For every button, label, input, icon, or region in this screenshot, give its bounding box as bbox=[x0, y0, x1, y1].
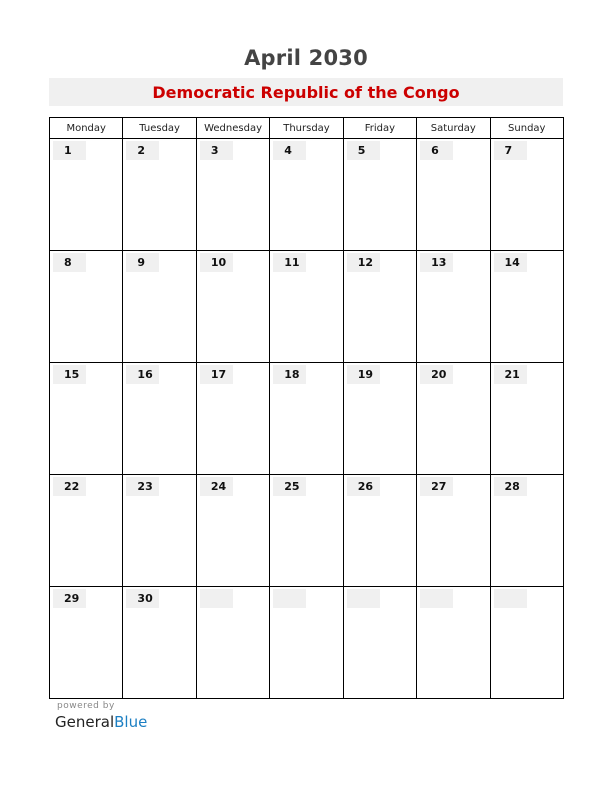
week-row bbox=[50, 475, 564, 587]
day-cell[interactable] bbox=[417, 587, 490, 699]
day-cell[interactable] bbox=[490, 475, 563, 587]
day-number-box bbox=[347, 253, 380, 272]
day-number: 13 bbox=[431, 256, 447, 269]
day-cell[interactable] bbox=[343, 363, 416, 475]
day-number: 19 bbox=[357, 368, 373, 381]
day-cell[interactable] bbox=[490, 363, 563, 475]
day-cell[interactable] bbox=[196, 475, 269, 587]
calendar-grid bbox=[49, 117, 564, 699]
weekday-monday: Monday bbox=[50, 118, 123, 139]
day-number: 12 bbox=[357, 256, 373, 269]
day-cell[interactable] bbox=[270, 587, 343, 699]
weekday-header-row bbox=[50, 118, 564, 139]
day-number: 20 bbox=[431, 368, 447, 381]
day-cell[interactable] bbox=[50, 363, 123, 475]
day-cell[interactable] bbox=[270, 139, 343, 251]
day-number: 11 bbox=[284, 256, 300, 269]
day-cell[interactable] bbox=[417, 475, 490, 587]
day-cell[interactable] bbox=[343, 475, 416, 587]
generalblue-logo[interactable] bbox=[55, 713, 147, 731]
day-number-box bbox=[347, 477, 380, 496]
day-number-box bbox=[126, 589, 159, 608]
day-number-box bbox=[200, 253, 233, 272]
day-number-box bbox=[126, 253, 159, 272]
day-number-box bbox=[53, 141, 86, 160]
day-number: 30 bbox=[137, 592, 153, 605]
day-number: 5 bbox=[357, 144, 366, 157]
day-number: 22 bbox=[64, 480, 80, 493]
day-cell[interactable] bbox=[123, 139, 196, 251]
day-cell[interactable] bbox=[270, 363, 343, 475]
day-number: 9 bbox=[137, 256, 146, 269]
day-number: 24 bbox=[210, 480, 227, 493]
day-number: 27 bbox=[431, 480, 447, 493]
day-cell[interactable] bbox=[123, 251, 196, 363]
week-row bbox=[50, 587, 564, 699]
day-number-box bbox=[494, 477, 527, 496]
day-cell[interactable] bbox=[196, 251, 269, 363]
day-cell[interactable] bbox=[50, 587, 123, 699]
day-number-box bbox=[273, 253, 306, 272]
day-number-box bbox=[53, 589, 86, 608]
day-number: 16 bbox=[137, 368, 153, 381]
day-cell[interactable] bbox=[123, 363, 196, 475]
brand-general: General bbox=[55, 713, 115, 731]
week-row bbox=[50, 251, 564, 363]
day-number: 10 bbox=[210, 256, 227, 269]
day-number: 6 bbox=[431, 144, 439, 157]
day-number-box bbox=[53, 253, 86, 272]
weekday-saturday: Saturday bbox=[417, 118, 490, 139]
day-cell[interactable] bbox=[490, 251, 563, 363]
weekday-friday: Friday bbox=[343, 118, 416, 139]
brand-blue: Blue bbox=[114, 713, 148, 731]
day-number-box bbox=[126, 477, 159, 496]
day-cell[interactable] bbox=[50, 139, 123, 251]
day-number: 14 bbox=[504, 256, 520, 269]
day-number: 29 bbox=[64, 592, 80, 605]
day-number: 25 bbox=[284, 480, 300, 493]
day-cell[interactable] bbox=[270, 475, 343, 587]
day-number: 23 bbox=[137, 480, 153, 493]
day-number-box bbox=[126, 141, 159, 160]
weekday-thursday: Thursday bbox=[270, 118, 343, 139]
day-number: 8 bbox=[64, 256, 72, 269]
day-cell[interactable] bbox=[123, 475, 196, 587]
day-number: 2 bbox=[137, 144, 146, 157]
calendar-title: April 2030 bbox=[244, 46, 368, 70]
day-number-box bbox=[494, 141, 527, 160]
day-cell[interactable] bbox=[417, 251, 490, 363]
day-cell[interactable] bbox=[50, 251, 123, 363]
day-number-box bbox=[494, 253, 527, 272]
day-number-box bbox=[273, 365, 306, 384]
weekday-sunday: Sunday bbox=[490, 118, 563, 139]
country-name: Democratic Republic of the Congo bbox=[152, 83, 460, 102]
day-number-box bbox=[273, 477, 306, 496]
day-number-box bbox=[347, 365, 380, 384]
day-number: 4 bbox=[284, 144, 292, 157]
day-cell[interactable] bbox=[343, 587, 416, 699]
day-number-box bbox=[273, 589, 306, 608]
day-number-box bbox=[494, 365, 527, 384]
day-number-box bbox=[53, 365, 86, 384]
day-cell[interactable] bbox=[417, 139, 490, 251]
weekday-wednesday: Wednesday bbox=[196, 118, 269, 139]
day-cell[interactable] bbox=[196, 363, 269, 475]
week-row bbox=[50, 363, 564, 475]
day-number-box bbox=[200, 589, 233, 608]
country-banner bbox=[49, 78, 563, 106]
day-number-box bbox=[200, 141, 233, 160]
day-number-box bbox=[420, 253, 453, 272]
day-number: 18 bbox=[284, 368, 300, 381]
day-cell[interactable] bbox=[196, 139, 269, 251]
day-number-box bbox=[494, 589, 527, 608]
day-number: 28 bbox=[504, 480, 520, 493]
day-number-box bbox=[347, 141, 380, 160]
day-number-box bbox=[126, 365, 159, 384]
day-cell[interactable] bbox=[417, 363, 490, 475]
day-number: 21 bbox=[504, 368, 520, 381]
day-cell[interactable] bbox=[196, 587, 269, 699]
day-number-box bbox=[420, 589, 453, 608]
day-number: 15 bbox=[64, 368, 80, 381]
day-number-box bbox=[420, 141, 453, 160]
day-number: 26 bbox=[357, 480, 373, 493]
day-number-box bbox=[420, 365, 453, 384]
day-cell[interactable] bbox=[490, 139, 563, 251]
day-number: 17 bbox=[210, 368, 227, 381]
day-cell[interactable] bbox=[343, 251, 416, 363]
day-number-box bbox=[347, 589, 380, 608]
powered-by-text: powered by bbox=[57, 701, 115, 711]
day-cell[interactable] bbox=[490, 587, 563, 699]
day-number-box bbox=[420, 477, 453, 496]
day-number: 3 bbox=[210, 144, 219, 157]
day-cell[interactable] bbox=[50, 475, 123, 587]
day-number-box bbox=[200, 477, 233, 496]
day-cell[interactable] bbox=[270, 251, 343, 363]
day-cell[interactable] bbox=[343, 139, 416, 251]
day-number-box bbox=[53, 477, 86, 496]
day-number: 7 bbox=[504, 144, 513, 157]
day-cell[interactable] bbox=[123, 587, 196, 699]
week-row bbox=[50, 139, 564, 251]
weekday-tuesday: Tuesday bbox=[123, 118, 196, 139]
day-number-box bbox=[273, 141, 306, 160]
day-number: 1 bbox=[64, 144, 72, 157]
day-number-box bbox=[200, 365, 233, 384]
